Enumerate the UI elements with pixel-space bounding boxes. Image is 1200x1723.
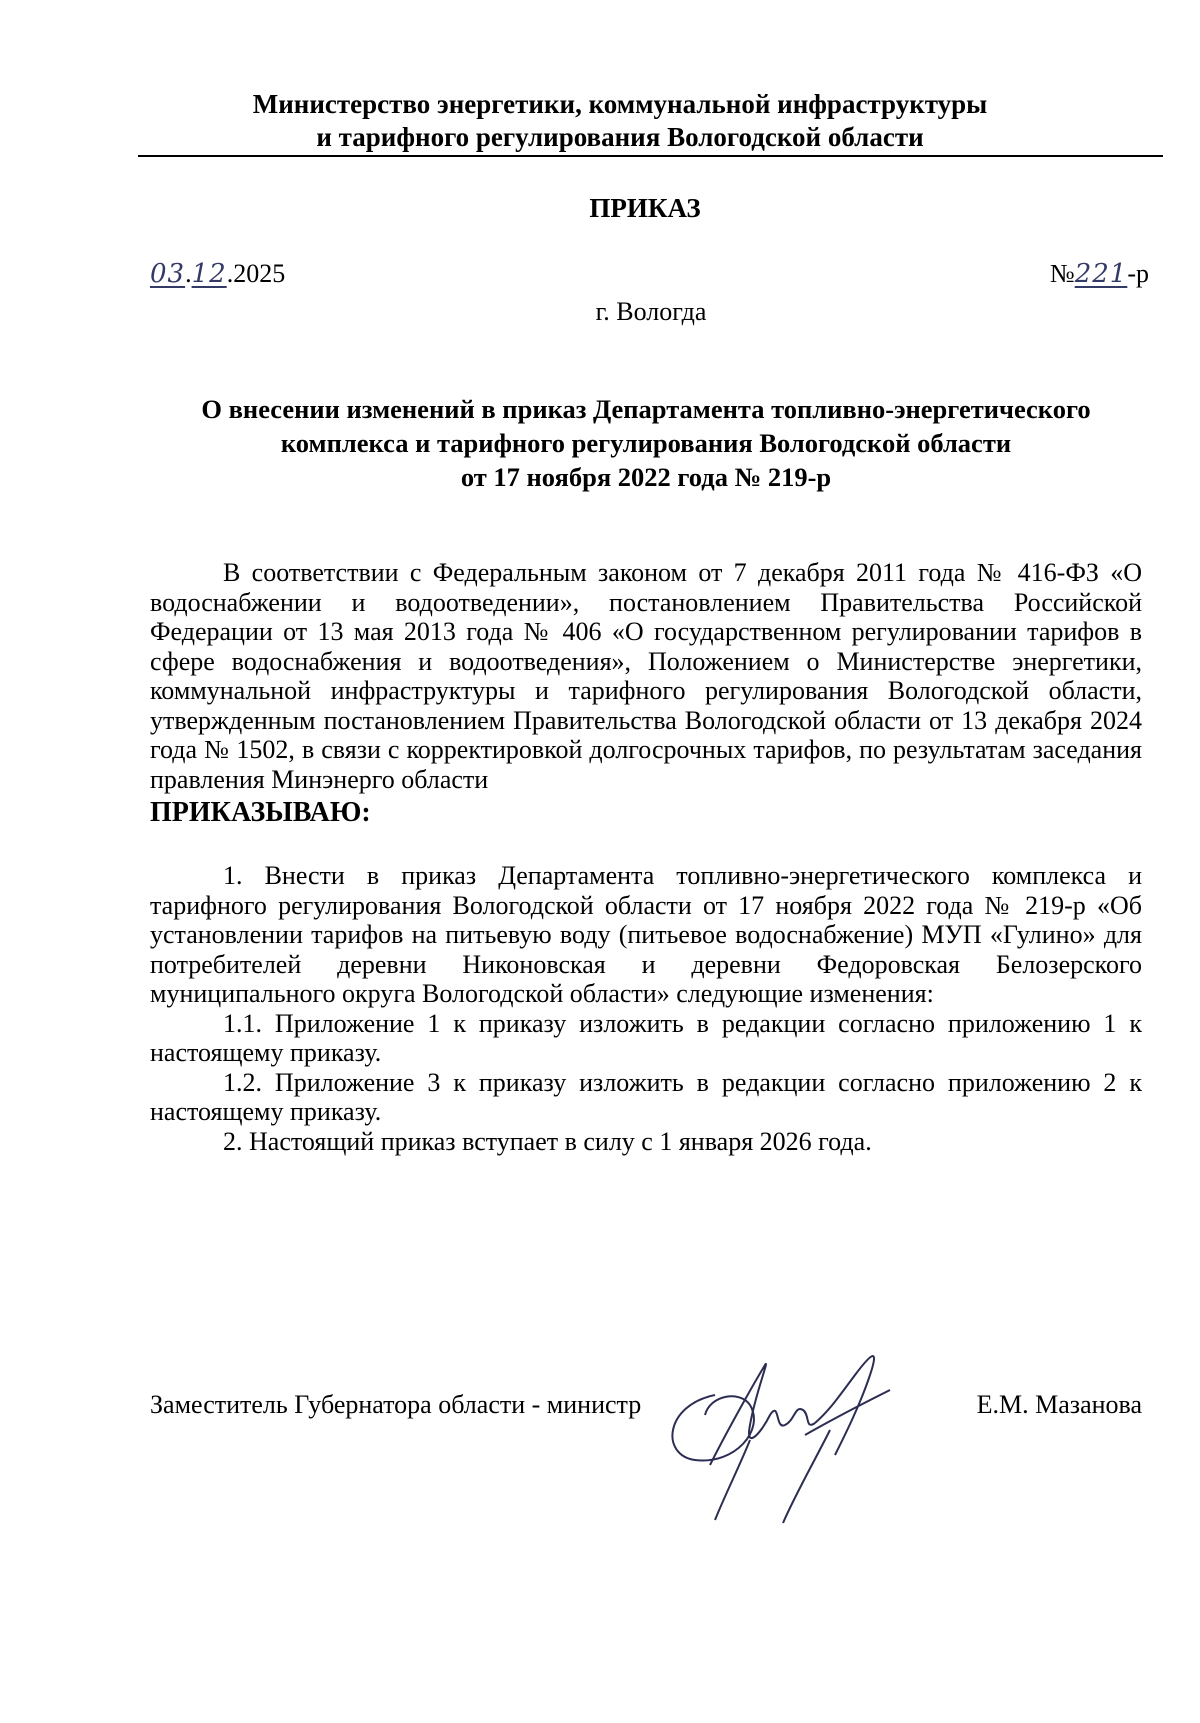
ministry-line-2: и тарифного регулирования Вологодской области [316,122,924,152]
ministry-header [150,88,1090,154]
signatory-position: Заместитель Губернатора области - министр [150,1390,642,1419]
signature-stroke-main [710,1364,815,1465]
order-title [150,392,1142,494]
date-month-handwritten: 12 [191,259,227,289]
document-type: ПРИКАЗ [589,193,701,223]
item-1-2: 1.2. Приложение 3 к приказу изложить в редакции согласно приложению 2 к настоящему приказу. [150,1067,1142,1126]
order-word: ПРИКАЗЫВАЮ: [150,797,371,828]
title-line-2: комплекса и тарифного регулирования Вологодской области [280,428,1012,458]
title-line-3: от 17 ноября 2022 года № 219-р [460,462,832,492]
number-prefix: № [1049,259,1075,288]
number-suffix: -р [1127,259,1149,288]
handwritten-signature [655,1335,985,1525]
ministry-line-1: Министерство энергетики, коммунальной инфраструктуры [252,89,988,119]
title-line-1: О внесении изменений в приказ Департамента топливно-энергетического [201,394,1091,424]
item-1: 1. Внести в приказ Департамента топливно-энергетического комплекса и тарифного регулирования Вологодской области от 17 ноября 2022 года № 219-р «Об установлении тарифов на питьевую воду (питьевое водоснабжение) МУП «Гулино» для потребителей деревни Никоновская и деревни Федоровская Белозерского муниципального округа Вологодской области» следующие изменения: [150,861,1142,1008]
number-value-handwritten: 221 [1074,259,1128,289]
preamble-paragraph: В соответствии с Федеральным законом от 7 декабря 2011 года № 416-ФЗ «О водоснабжении и водоотведении», постановлением Правительства Российской Федерации от 13 мая 2013 года № 406 «О государственном регулировании тарифов в сфере водоснабжения и водоотведения», Положением о Министерстве энергетики, коммунальной инфраструктуры и тарифного регулирования Вологодской области, утвержденным постановлением Правительства Вологодской области от 13 декабря 2024 года № 1502, в связи с корректировкой долгосрочных тарифов, по результатам заседания правления Минэнерго области [150,558,1142,794]
order-body [150,558,1142,1156]
order-items [150,861,1142,1156]
signatory-name: Е.М. Мазанова [976,1390,1142,1419]
header-divider [138,155,1163,157]
date-separator: . [185,259,192,288]
item-2: 2. Настоящий приказ вступает в силу с 1 января 2026 года. [223,1126,872,1156]
city: г. Вологда [595,297,707,326]
item-1-1: 1.1. Приложение 1 к приказу изложить в редакции согласно приложению 1 к настоящему приказу. [150,1008,1142,1067]
order-date [150,259,285,289]
signature-descender-2 [783,1430,830,1523]
order-number [1050,259,1149,289]
date-day-handwritten: 03 [150,259,186,289]
date-year: .2025 [226,259,286,288]
